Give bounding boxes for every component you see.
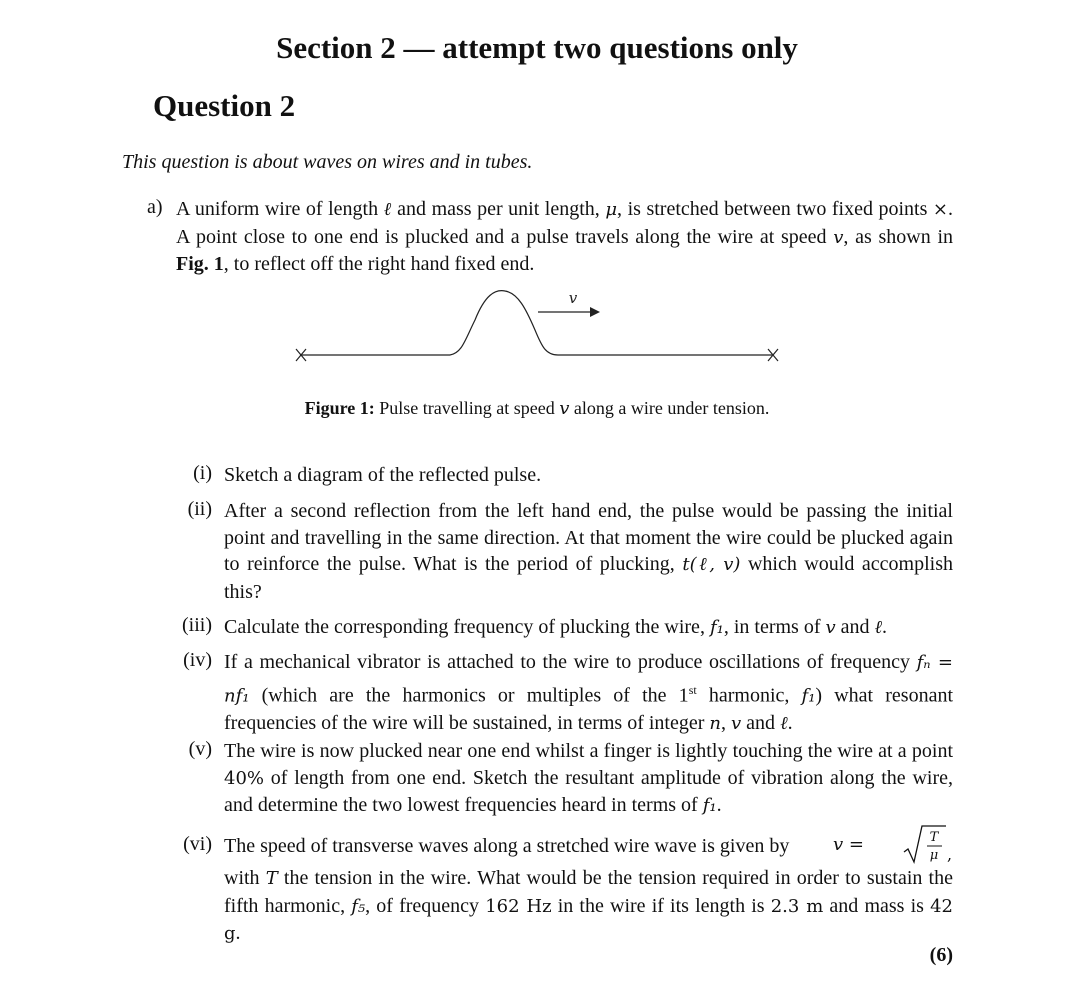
speed-formula: v = [833,834,864,855]
item-text-iii: Calculate the corresponding frequency of plucking the wire, f₁, in terms of v and ℓ. [224,616,888,638]
formula-comma: , [947,845,952,864]
item-label-ii: (ii) [187,498,212,520]
figure-caption: Figure 1: Pulse travelling at speed v along a wire under tension. [304,398,770,419]
item-text-i: Sketch a diagram of the reflected pulse. [224,464,542,486]
item-label-vi: (vi) [183,833,212,855]
sqrt-numerator: T [929,830,939,845]
question-title: Question 2 [153,88,296,123]
item-text-vi-line1: The speed of transverse waves along a stretched wire wave is given by [224,835,790,857]
arrow-head-icon [590,307,600,317]
item-text-v: The wire is now plucked near one end whilst a finger is lightly touching the wire at a point 40% of length from one end. Sketch the resultant amplitude of vibration along the wire, and determine the two lowest frequencies heard in terms of f₁. [224,740,953,816]
part-a-text: A uniform wire of length ℓ and mass per unit length, μ, is stretched between two fixed points ×. A point close to one end is plucked and a pulse travels along the wire at speed v, as shown in Fig. 1, to reflect off the right hand fixed end. [176,198,953,275]
item-text-vi-rest: with T the tension in the wire. What would be the tension required in order to sustain the fifth harmonic, f₅, of frequency 162 Hz in the wire if its length is 2.3 m and mass is 42 g. [224,867,953,944]
item-label-i: (i) [193,462,212,484]
pulse-figure [290,285,790,375]
part-a-label: a) [147,196,163,218]
item-text-ii: After a second reflection from the left hand end, the pulse would be passing the initial point and travelling in the same direction. At that moment the wire could be plucked again to reinforce the pulse. What is the period of plucking, t(ℓ, v) which would accomplish this? [224,500,954,603]
velocity-label: v [568,289,578,307]
item-label-v: (v) [188,738,212,760]
intro-text: This question is about waves on wires and in tubes. [122,151,533,173]
item-text-iv: If a mechanical vibrator is attached to the wire to produce oscillations of frequency fₙ = nf₁ (which are the harmonics or multiples of the 1st harmonic, f₁) what resonant frequencies of the wire will be sustained, in terms of integer n, v and ℓ. [224,651,954,734]
marks-label: (6) [929,944,953,966]
sqrt-formula [902,822,952,866]
sqrt-icon [904,826,946,862]
pulse-shape [450,291,558,355]
item-label-iv: (iv) [183,649,212,671]
item-label-iii: (iii) [182,614,212,636]
section-title: Section 2 — attempt two questions only [276,30,798,65]
sqrt-denominator: μ [929,848,939,863]
